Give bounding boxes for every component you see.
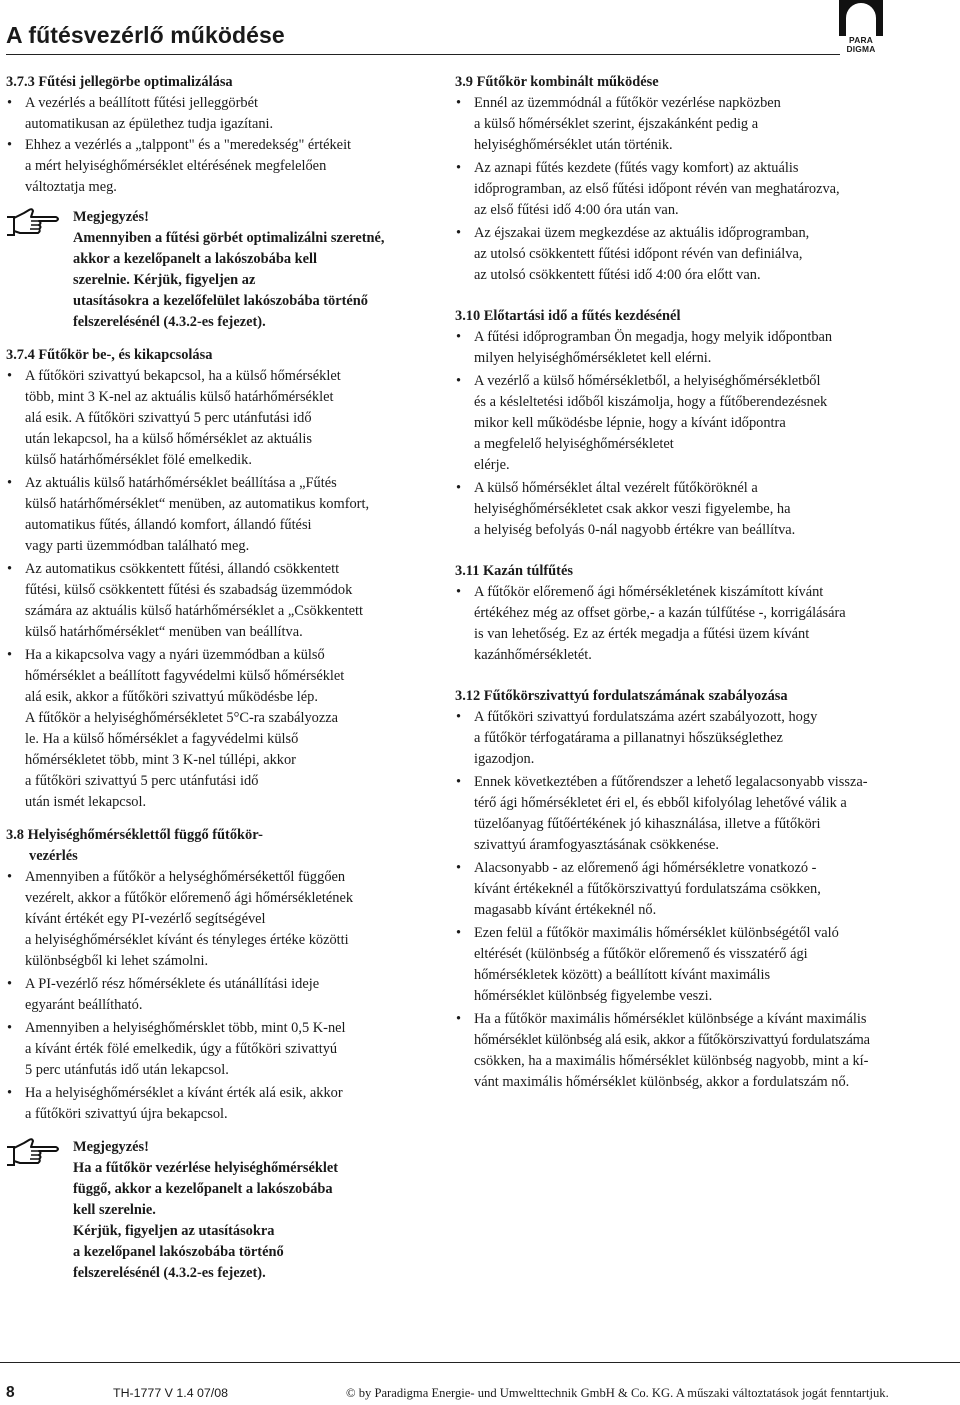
note-text: Amennyiben a fűtési görbét optimalizálni szeretné, akkor a kezelőpanelt a lakószobába kell szerelnie. Kérjük, figyeljen az utasításokra a kezelőfelület lakószobába történő felszerelésénél (4.3.2-es fejezet). (73, 230, 385, 330)
footer-divider (0, 1362, 960, 1363)
bullet-list (6, 93, 446, 198)
copyright-notice: © by Paradigma Energie- und Umwelttechnik GmbH & Co. KG. A műszaki változtatások jogát fenntartjuk. (346, 1386, 889, 1400)
list-item: • Az aktuális külső határhőmérséklet beállítása a „Fűtés külső határhőmérséklet“ menüben, az automatikus komfort, automatikus fűtés, állandó komfort, állandó fűtési vagy parti üzemmódban található meg. (6, 473, 446, 557)
bullet-list (6, 366, 446, 813)
left-column (6, 72, 446, 1284)
note-box (6, 1137, 446, 1284)
list-item: • Az aznapi fűtés kezdete (fűtés vagy komfort) az aktuális időprogramban, az első fűtési időpont révén van meghatározva, az első fűtési idő 4:00 óra után van. (455, 158, 960, 221)
list-item: • Ha a kikapcsolva vagy a nyári üzemmódban a külső hőmérséklet a beállított fagyvédelmi külső hőmérséklet alá esik, akkor a fűtőköri szivattyú működésbe lép. A fűtőkör a helyiséghőmérsékletet 5°C-ra szabályozza le. Ha a külső hőmérséklet a fagyvédelmi külső hőmérsékletet több, mint 3 K-nel túllépi, akkor a fűtőköri szivattyú 5 perc utánfutási idő után ismét lekapcsol. (6, 645, 446, 813)
list-item: • A vezérlő a külső hőmérsékletből, a helyiséghőmérsékletből és a késleltetési időből kiszámolja, hogy a fűtőberendezésnek mikor kell működésbe lépnie, hogy a kívánt időpontra a megfelelő helyiséghőmérsékletet elérje. (455, 371, 960, 476)
section-heading-3-12: 3.12 Fűtőkörszivattyú fordulatszámának szabályozása (455, 688, 788, 704)
list-item: • Amennyiben a fűtőkör a helységhőmérsékettől függően vezérelt, akkor a fűtőkör előremenő ági hőmérsékletének kívánt értékét egy PI-vezérlő segítségével a helyiséghőmérséklet kívánt és tényleges értéke közötti különbségből ki lehet számolni. (6, 867, 446, 972)
list-item: • Amennyiben a helyiséghőmérsklet több, mint 0,5 K-nel a kívánt érték fölé emelkedik, úgy a fűtőköri szivattyú 5 perc utánfutás idő után lekapcsol. (6, 1018, 446, 1081)
note-text: Ha a fűtőkör vezérlése helyiséghőmérséklet függő, akkor a kezelőpanelt a lakószobába kell szerelnie. Kérjük, figyeljen az utasításokra a kezelőpanel lakószobába történő felszerelésénél (4.3.2-es fejezet). (73, 1160, 339, 1281)
right-column (455, 72, 960, 1093)
list-item: • Ha a fűtőkör maximális hőmérséklet különbsége a kívánt maximális hőmérséklet különbség alá esik, akkor a fűtőkörszivattyú fordulatszáma csökken, ha a maximális hőmérséklet különbség nagyobb, mint a kí- vánt maximális hőmérséklet különbség, akkor a fordulatszám nő. (455, 1009, 960, 1093)
list-item: • A fűtőköri szivattyú fordulatszáma azért szabályozott, hogy a fűtőkör térfogatárama a pillanatnyi hőszükséglethez igazodjon. (455, 707, 960, 770)
logo-emblem-icon (839, 0, 883, 36)
note-title: Megjegyzés! (73, 209, 149, 225)
note-title: Megjegyzés! (73, 1139, 149, 1155)
bullet-list (6, 867, 446, 1125)
note-box (6, 207, 446, 333)
list-item: • Az éjszakai üzem megkezdése az aktuális időprogramban, az utolsó csökkentett fűtési időpont révén van definiálva, az utolsó csökkentett fűtési idő 4:00 óra előtt van. (455, 223, 960, 286)
logo-wordmark: PARA DIGMA (846, 35, 876, 54)
list-item: • Ennél az üzemmódnál a fűtőkör vezérlése napközben a külső hőmérséklet szerint, éjszakánként pedig a helyiséghőmérséklet után történik. (455, 93, 960, 156)
list-item: • A fűtőköri szivattyú bekapcsol, ha a külső hőmérséklet több, mint 3 K-nel az aktuális külső határhőmérséklet alá esik. A fűtőköri szivattyú 5 perc utánfutási idő után lekapcsol, ha a külső hőmérséklet az aktuális külső határhőmérséklet fölé emelkedik. (6, 366, 446, 471)
section-heading-3-7-4: 3.7.4 Fűtőkör be-, és kikapcsolása (6, 347, 213, 363)
list-item: • Ha a helyiséghőmérséklet a kívánt érték alá esik, akkor a fűtőköri szivattyú újra bekapcsol. (6, 1083, 446, 1125)
section-heading-3-9: 3.9 Fűtőkör kombinált működése (455, 74, 659, 90)
page-number: 8 (6, 1384, 15, 1401)
list-item: • Az automatikus csökkentett fűtési, állandó csökkentett fűtési, külső csökkentett fűtési és szabadság üzemmódok számára az aktuális külső határhőmérséklet a „Csökkentett külső határhőmérséklet“ menüben van beállítva. (6, 559, 446, 643)
list-item: • Ezen felül a fűtőkör maximális hőmérséklet különbségétől való eltérését (különbség a fűtőkör előremenő és visszatérő ági hőmérsékletek között) a beállított kívánt maximális hőmérséklet különbség figyelembe veszi. (455, 923, 960, 1007)
section-heading-3-7-3: 3.7.3 Fűtési jellegörbe optimalizálása (6, 74, 233, 90)
bullet-list (455, 327, 960, 541)
bullet-list (455, 707, 960, 1093)
list-item: • A vezérlés a beállított fűtési jelleggörbét automatikusan az épülethez tudja igazítani. (6, 93, 446, 135)
bullet-list (455, 582, 960, 666)
header-divider (6, 54, 840, 55)
list-item: • Ehhez a vezérlés a „talppont" és a "meredekség" értékeit a mért helyiséghőmérséklet eltérésének megfelelően változtatja meg. (6, 135, 446, 198)
list-item: • Alacsonyabb - az előremenő ági hőmérsékletre vonatkozó - kívánt értékeknél a fűtőkörszivattyú fordulatszáma csökken, magasabb kívánt értékeknél nő. (455, 858, 960, 921)
list-item: • A PI-vezérlő rész hőmérséklete és utánállítási ideje egyaránt beállítható. (6, 974, 446, 1016)
page-title: A fűtésvezérlő működése (6, 22, 285, 48)
section-heading-3-10: 3.10 Előtartási idő a fűtés kezdésénél (455, 308, 681, 324)
section-heading-3-8: 3.8 Helyiséghőmérséklettől függő fűtőkör- vezérlés (6, 827, 263, 864)
section-heading-3-11: 3.11 Kazán túlfűtés (455, 563, 573, 579)
pointing-hand-icon (6, 1137, 60, 1171)
bullet-list (455, 93, 960, 286)
list-item: • A fűtési időprogramban Ön megadja, hogy melyik időpontban milyen helyiséghőmérsékletet kell elérni. (455, 327, 960, 369)
list-item: • A külső hőmérséklet által vezérelt fűtőköröknél a helyiséghőmérsékletet csak akkor veszi figyelembe, ha a helyiség befolyás 0-nál nagyobb értékre van beállítva. (455, 478, 960, 541)
pointing-hand-icon (6, 207, 60, 241)
list-item: • A fűtőkör előremenő ági hőmérsékletének kiszámított kívánt értékéhez még az offset görbe,- a kazán túlfűtése -, korrigálására is van lehetőség. Ez az érték megadja a fűtési üzem kívánt kazánhőmérsékletét. (455, 582, 960, 666)
list-item: • Ennek következtében a fűtőrendszer a lehető legalacsonyabb vissza- térő ági hőmérsékletet éri el, és ebből kifolyólag lehetővé válik a tüzelőanyag fűtőértékének jó kihasználása, illetve a fűtőköri szivattyú áramfogyasztásának csökkenése. (455, 772, 960, 856)
document-id: TH-1777 V 1.4 07/08 (113, 1386, 229, 1400)
paradigma-logo (839, 0, 883, 56)
